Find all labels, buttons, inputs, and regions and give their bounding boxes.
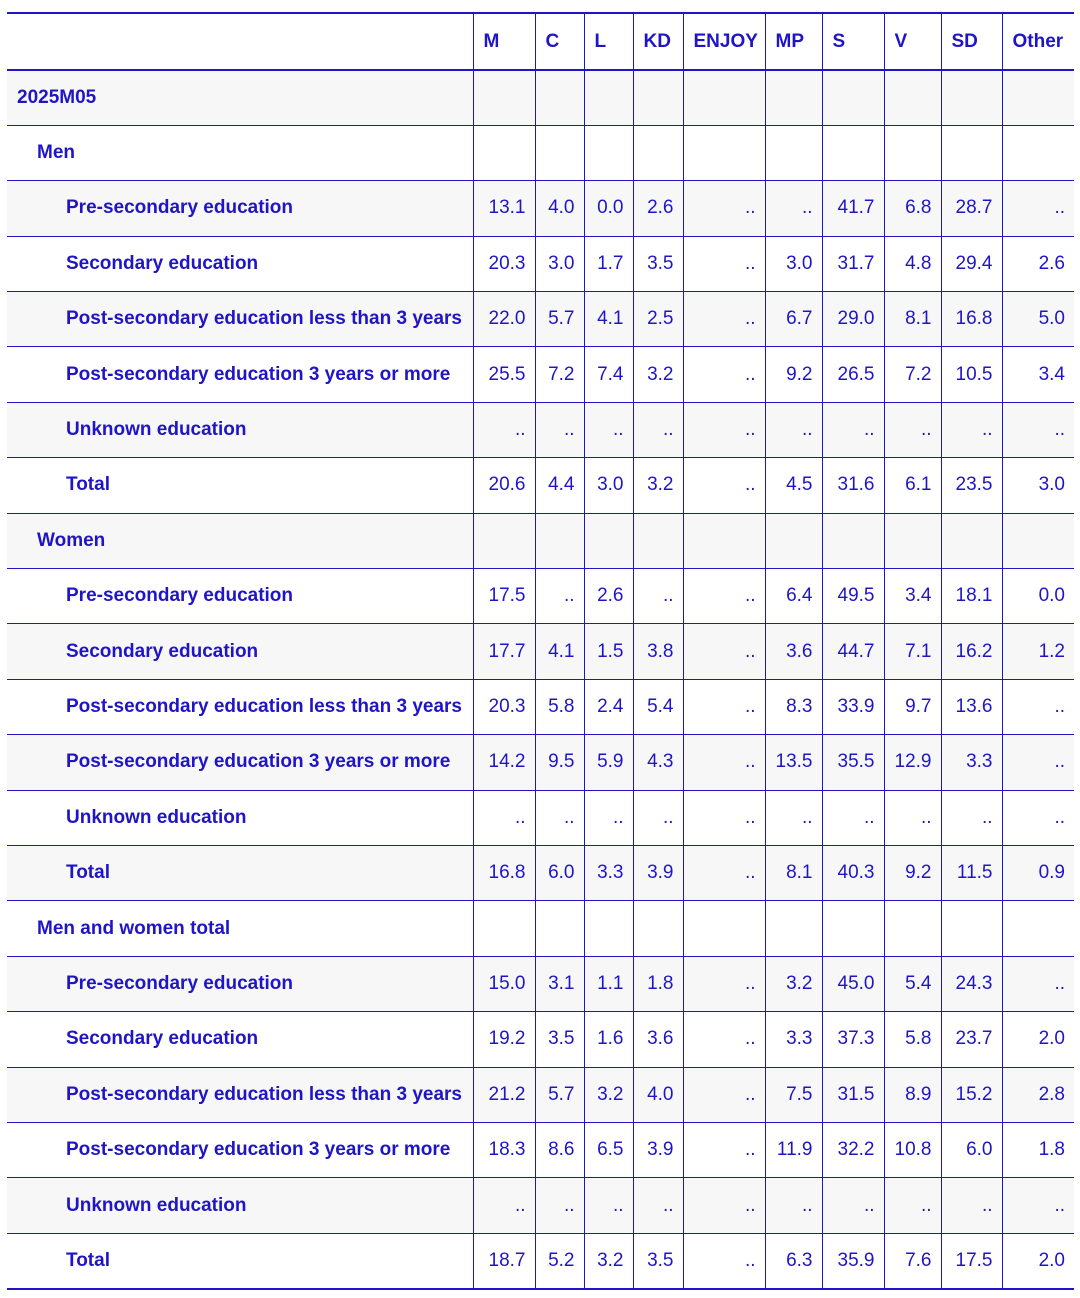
empty-cell (633, 125, 683, 180)
empty-cell (884, 513, 941, 568)
column-header: SD (941, 13, 1002, 70)
cell-value: .. (633, 790, 683, 845)
group-row (7, 901, 1074, 956)
cell-value: .. (822, 402, 884, 457)
cell-value: .. (1002, 1178, 1074, 1233)
cell-value: 19.2 (473, 1012, 535, 1067)
empty-cell (822, 513, 884, 568)
empty-cell (633, 70, 683, 125)
cell-value: .. (941, 1178, 1002, 1233)
cell-value: 5.8 (535, 679, 584, 734)
cell-value: 9.2 (884, 845, 941, 900)
cell-value: 31.5 (822, 1067, 884, 1122)
cell-value: 23.7 (941, 1012, 1002, 1067)
cell-value: 5.4 (884, 956, 941, 1011)
cell-value: 3.4 (884, 569, 941, 624)
cell-value: 2.6 (633, 181, 683, 236)
cell-value: 25.5 (473, 347, 535, 402)
table-row (7, 1233, 1074, 1288)
cell-value: 20.3 (473, 679, 535, 734)
cell-value: .. (765, 1178, 822, 1233)
cell-value: .. (633, 1178, 683, 1233)
empty-cell (765, 125, 822, 180)
cell-value: 3.4 (1002, 347, 1074, 402)
table-row (7, 236, 1074, 291)
cell-value: .. (765, 402, 822, 457)
cell-value: 2.6 (1002, 236, 1074, 291)
column-header: Other (1002, 13, 1074, 70)
cell-value: 4.4 (535, 458, 584, 513)
empty-cell (884, 125, 941, 180)
cell-value: 5.2 (535, 1233, 584, 1288)
cell-value: .. (941, 790, 1002, 845)
cell-value: 3.6 (765, 624, 822, 679)
cell-value: 6.0 (535, 845, 584, 900)
cell-value: .. (683, 402, 765, 457)
cell-value: 6.5 (584, 1122, 633, 1177)
cell-value: .. (884, 402, 941, 457)
cell-value: 9.2 (765, 347, 822, 402)
cell-value: 3.3 (941, 735, 1002, 790)
table-row (7, 402, 1074, 457)
cell-value: 3.5 (535, 1012, 584, 1067)
cell-value: 7.1 (884, 624, 941, 679)
cell-value: .. (765, 790, 822, 845)
row-label: Secondary education (7, 1012, 473, 1067)
empty-cell (884, 70, 941, 125)
empty-cell (822, 125, 884, 180)
cell-value: 5.4 (633, 679, 683, 734)
cell-value: .. (1002, 181, 1074, 236)
period-row (7, 70, 1074, 125)
table-row (7, 845, 1074, 900)
cell-value: 2.8 (1002, 1067, 1074, 1122)
empty-cell (822, 70, 884, 125)
cell-value: 10.5 (941, 347, 1002, 402)
cell-value: 28.7 (941, 181, 1002, 236)
cell-value: 6.3 (765, 1233, 822, 1288)
cell-value: 17.5 (473, 569, 535, 624)
cell-value: 41.7 (822, 181, 884, 236)
statistics-table (7, 12, 1074, 1290)
table-row (7, 790, 1074, 845)
cell-value: 3.3 (584, 845, 633, 900)
cell-value: 3.2 (584, 1067, 633, 1122)
column-header: C (535, 13, 584, 70)
cell-value: .. (633, 569, 683, 624)
row-label: Pre-secondary education (7, 569, 473, 624)
row-label: Total (7, 458, 473, 513)
cell-value: 37.3 (822, 1012, 884, 1067)
cell-value: 0.9 (1002, 845, 1074, 900)
row-label: Total (7, 1233, 473, 1288)
cell-value: .. (683, 790, 765, 845)
cell-value: 31.6 (822, 458, 884, 513)
empty-cell (765, 70, 822, 125)
group-row (7, 513, 1074, 568)
empty-cell (584, 125, 633, 180)
cell-value: 8.9 (884, 1067, 941, 1122)
table-row (7, 1122, 1074, 1177)
cell-value: 6.1 (884, 458, 941, 513)
cell-value: 4.0 (633, 1067, 683, 1122)
cell-value: .. (683, 679, 765, 734)
row-label: Post-secondary education less than 3 years (7, 679, 473, 734)
cell-value: 6.4 (765, 569, 822, 624)
cell-value: 9.5 (535, 735, 584, 790)
table-row (7, 624, 1074, 679)
cell-value: .. (1002, 402, 1074, 457)
cell-value: .. (1002, 679, 1074, 734)
cell-value: .. (683, 292, 765, 347)
table-row (7, 569, 1074, 624)
cell-value: 1.6 (584, 1012, 633, 1067)
cell-value: 11.5 (941, 845, 1002, 900)
cell-value: 3.8 (633, 624, 683, 679)
cell-value: 20.3 (473, 236, 535, 291)
cell-value: 3.5 (633, 236, 683, 291)
header-corner (7, 13, 473, 70)
cell-value: .. (535, 1178, 584, 1233)
cell-value: 5.0 (1002, 292, 1074, 347)
empty-cell (683, 70, 765, 125)
cell-value: .. (584, 402, 633, 457)
cell-value: .. (683, 845, 765, 900)
cell-value: 2.0 (1002, 1012, 1074, 1067)
cell-value: 33.9 (822, 679, 884, 734)
cell-value: 5.7 (535, 1067, 584, 1122)
cell-value: 3.0 (1002, 458, 1074, 513)
cell-value: 18.1 (941, 569, 1002, 624)
row-label: Post-secondary education less than 3 years (7, 1067, 473, 1122)
cell-value: .. (683, 458, 765, 513)
cell-value: 5.8 (884, 1012, 941, 1067)
cell-value: 1.8 (1002, 1122, 1074, 1177)
cell-value: .. (884, 790, 941, 845)
cell-value: 7.6 (884, 1233, 941, 1288)
table-row (7, 458, 1074, 513)
row-label: Unknown education (7, 790, 473, 845)
row-label: Pre-secondary education (7, 181, 473, 236)
cell-value: 0.0 (1002, 569, 1074, 624)
column-header: KD (633, 13, 683, 70)
cell-value: 15.2 (941, 1067, 1002, 1122)
group-row (7, 125, 1074, 180)
cell-value: 6.7 (765, 292, 822, 347)
row-label: Secondary education (7, 624, 473, 679)
cell-value: .. (683, 1178, 765, 1233)
cell-value: .. (683, 181, 765, 236)
cell-value: 31.7 (822, 236, 884, 291)
cell-value: 11.9 (765, 1122, 822, 1177)
row-label: Unknown education (7, 402, 473, 457)
cell-value: .. (473, 402, 535, 457)
empty-cell (765, 901, 822, 956)
column-header: V (884, 13, 941, 70)
cell-value: .. (683, 1012, 765, 1067)
cell-value: 5.9 (584, 735, 633, 790)
cell-value: .. (1002, 956, 1074, 1011)
cell-value: 4.1 (535, 624, 584, 679)
cell-value: .. (683, 236, 765, 291)
cell-value: 13.1 (473, 181, 535, 236)
cell-value: 4.8 (884, 236, 941, 291)
cell-value: .. (884, 1178, 941, 1233)
column-header: ENJOY (683, 13, 765, 70)
cell-value: 23.5 (941, 458, 1002, 513)
cell-value: 3.0 (765, 236, 822, 291)
cell-value: .. (941, 402, 1002, 457)
empty-cell (584, 513, 633, 568)
cell-value: 4.0 (535, 181, 584, 236)
table-row (7, 956, 1074, 1011)
cell-value: 4.5 (765, 458, 822, 513)
period-label: 2025M05 (7, 70, 473, 125)
row-label: Unknown education (7, 1178, 473, 1233)
empty-cell (941, 125, 1002, 180)
cell-value: 24.3 (941, 956, 1002, 1011)
row-label: Post-secondary education 3 years or more (7, 347, 473, 402)
column-header: L (584, 13, 633, 70)
group-label: Men and women total (7, 901, 473, 956)
table-row (7, 1012, 1074, 1067)
cell-value: 7.4 (584, 347, 633, 402)
empty-cell (941, 513, 1002, 568)
empty-cell (584, 901, 633, 956)
cell-value: .. (473, 1178, 535, 1233)
cell-value: .. (633, 402, 683, 457)
cell-value: 14.2 (473, 735, 535, 790)
cell-value: 3.2 (633, 458, 683, 513)
empty-cell (1002, 125, 1074, 180)
cell-value: 16.8 (941, 292, 1002, 347)
column-header: M (473, 13, 535, 70)
empty-cell (683, 901, 765, 956)
cell-value: 3.2 (765, 956, 822, 1011)
empty-cell (633, 513, 683, 568)
cell-value: 3.2 (633, 347, 683, 402)
cell-value: 29.4 (941, 236, 1002, 291)
cell-value: 3.3 (765, 1012, 822, 1067)
table-row (7, 735, 1074, 790)
cell-value: 35.9 (822, 1233, 884, 1288)
cell-value: 3.6 (633, 1012, 683, 1067)
cell-value: 6.0 (941, 1122, 1002, 1177)
cell-value: .. (822, 1178, 884, 1233)
cell-value: 16.8 (473, 845, 535, 900)
cell-value: .. (535, 569, 584, 624)
table-body (7, 70, 1074, 1289)
cell-value: 5.7 (535, 292, 584, 347)
empty-cell (535, 70, 584, 125)
cell-value: 2.4 (584, 679, 633, 734)
empty-cell (535, 513, 584, 568)
cell-value: 17.5 (941, 1233, 1002, 1288)
cell-value: 3.9 (633, 1122, 683, 1177)
cell-value: 26.5 (822, 347, 884, 402)
cell-value: 9.7 (884, 679, 941, 734)
cell-value: 8.1 (765, 845, 822, 900)
header-row (7, 13, 1074, 70)
cell-value: 22.0 (473, 292, 535, 347)
cell-value: 8.3 (765, 679, 822, 734)
cell-value: 3.0 (584, 458, 633, 513)
cell-value: 44.7 (822, 624, 884, 679)
cell-value: 2.6 (584, 569, 633, 624)
cell-value: 17.7 (473, 624, 535, 679)
group-label: Women (7, 513, 473, 568)
cell-value: 3.0 (535, 236, 584, 291)
row-label: Pre-secondary education (7, 956, 473, 1011)
cell-value: 1.8 (633, 956, 683, 1011)
column-header: S (822, 13, 884, 70)
cell-value: 8.6 (535, 1122, 584, 1177)
cell-value: 2.0 (1002, 1233, 1074, 1288)
cell-value: 18.3 (473, 1122, 535, 1177)
cell-value: 6.8 (884, 181, 941, 236)
cell-value: 1.5 (584, 624, 633, 679)
empty-cell (535, 901, 584, 956)
cell-value: .. (683, 1233, 765, 1288)
column-header: MP (765, 13, 822, 70)
cell-value: 7.5 (765, 1067, 822, 1122)
cell-value: 10.8 (884, 1122, 941, 1177)
cell-value: 4.1 (584, 292, 633, 347)
cell-value: .. (683, 347, 765, 402)
cell-value: .. (765, 181, 822, 236)
cell-value: 7.2 (535, 347, 584, 402)
row-label: Total (7, 845, 473, 900)
cell-value: .. (535, 402, 584, 457)
cell-value: 1.1 (584, 956, 633, 1011)
cell-value: .. (683, 624, 765, 679)
empty-cell (633, 901, 683, 956)
cell-value: 3.1 (535, 956, 584, 1011)
table-row (7, 347, 1074, 402)
cell-value: 18.7 (473, 1233, 535, 1288)
cell-value: 3.9 (633, 845, 683, 900)
table-row (7, 1067, 1074, 1122)
cell-value: 45.0 (822, 956, 884, 1011)
cell-value: .. (584, 1178, 633, 1233)
table-header (7, 13, 1074, 70)
cell-value: 12.9 (884, 735, 941, 790)
empty-cell (473, 70, 535, 125)
cell-value: .. (473, 790, 535, 845)
row-label: Post-secondary education less than 3 years (7, 292, 473, 347)
cell-value: 16.2 (941, 624, 1002, 679)
cell-value: 29.0 (822, 292, 884, 347)
cell-value: .. (683, 1067, 765, 1122)
cell-value: 7.2 (884, 347, 941, 402)
row-label: Secondary education (7, 236, 473, 291)
cell-value: 15.0 (473, 956, 535, 1011)
cell-value: 21.2 (473, 1067, 535, 1122)
cell-value: 4.3 (633, 735, 683, 790)
empty-cell (1002, 901, 1074, 956)
table-row (7, 679, 1074, 734)
table-row (7, 292, 1074, 347)
cell-value: .. (822, 790, 884, 845)
empty-cell (473, 901, 535, 956)
group-label: Men (7, 125, 473, 180)
cell-value: .. (535, 790, 584, 845)
empty-cell (1002, 70, 1074, 125)
empty-cell (683, 513, 765, 568)
cell-value: .. (683, 1122, 765, 1177)
cell-value: 0.0 (584, 181, 633, 236)
cell-value: 32.2 (822, 1122, 884, 1177)
cell-value: 13.6 (941, 679, 1002, 734)
cell-value: .. (683, 735, 765, 790)
table-row (7, 181, 1074, 236)
cell-value: .. (683, 569, 765, 624)
row-label: Post-secondary education 3 years or more (7, 735, 473, 790)
cell-value: .. (683, 956, 765, 1011)
cell-value: 2.5 (633, 292, 683, 347)
cell-value: .. (584, 790, 633, 845)
empty-cell (584, 70, 633, 125)
cell-value: 35.5 (822, 735, 884, 790)
cell-value: 3.2 (584, 1233, 633, 1288)
cell-value: 1.7 (584, 236, 633, 291)
cell-value: 20.6 (473, 458, 535, 513)
cell-value: 1.2 (1002, 624, 1074, 679)
table-row (7, 1178, 1074, 1233)
empty-cell (683, 125, 765, 180)
cell-value: 40.3 (822, 845, 884, 900)
cell-value: 49.5 (822, 569, 884, 624)
empty-cell (941, 901, 1002, 956)
cell-value: 8.1 (884, 292, 941, 347)
empty-cell (535, 125, 584, 180)
empty-cell (473, 513, 535, 568)
cell-value: 13.5 (765, 735, 822, 790)
cell-value: .. (1002, 735, 1074, 790)
empty-cell (941, 70, 1002, 125)
empty-cell (822, 901, 884, 956)
empty-cell (884, 901, 941, 956)
row-label: Post-secondary education 3 years or more (7, 1122, 473, 1177)
empty-cell (1002, 513, 1074, 568)
empty-cell (765, 513, 822, 568)
cell-value: .. (1002, 790, 1074, 845)
empty-cell (473, 125, 535, 180)
cell-value: 3.5 (633, 1233, 683, 1288)
